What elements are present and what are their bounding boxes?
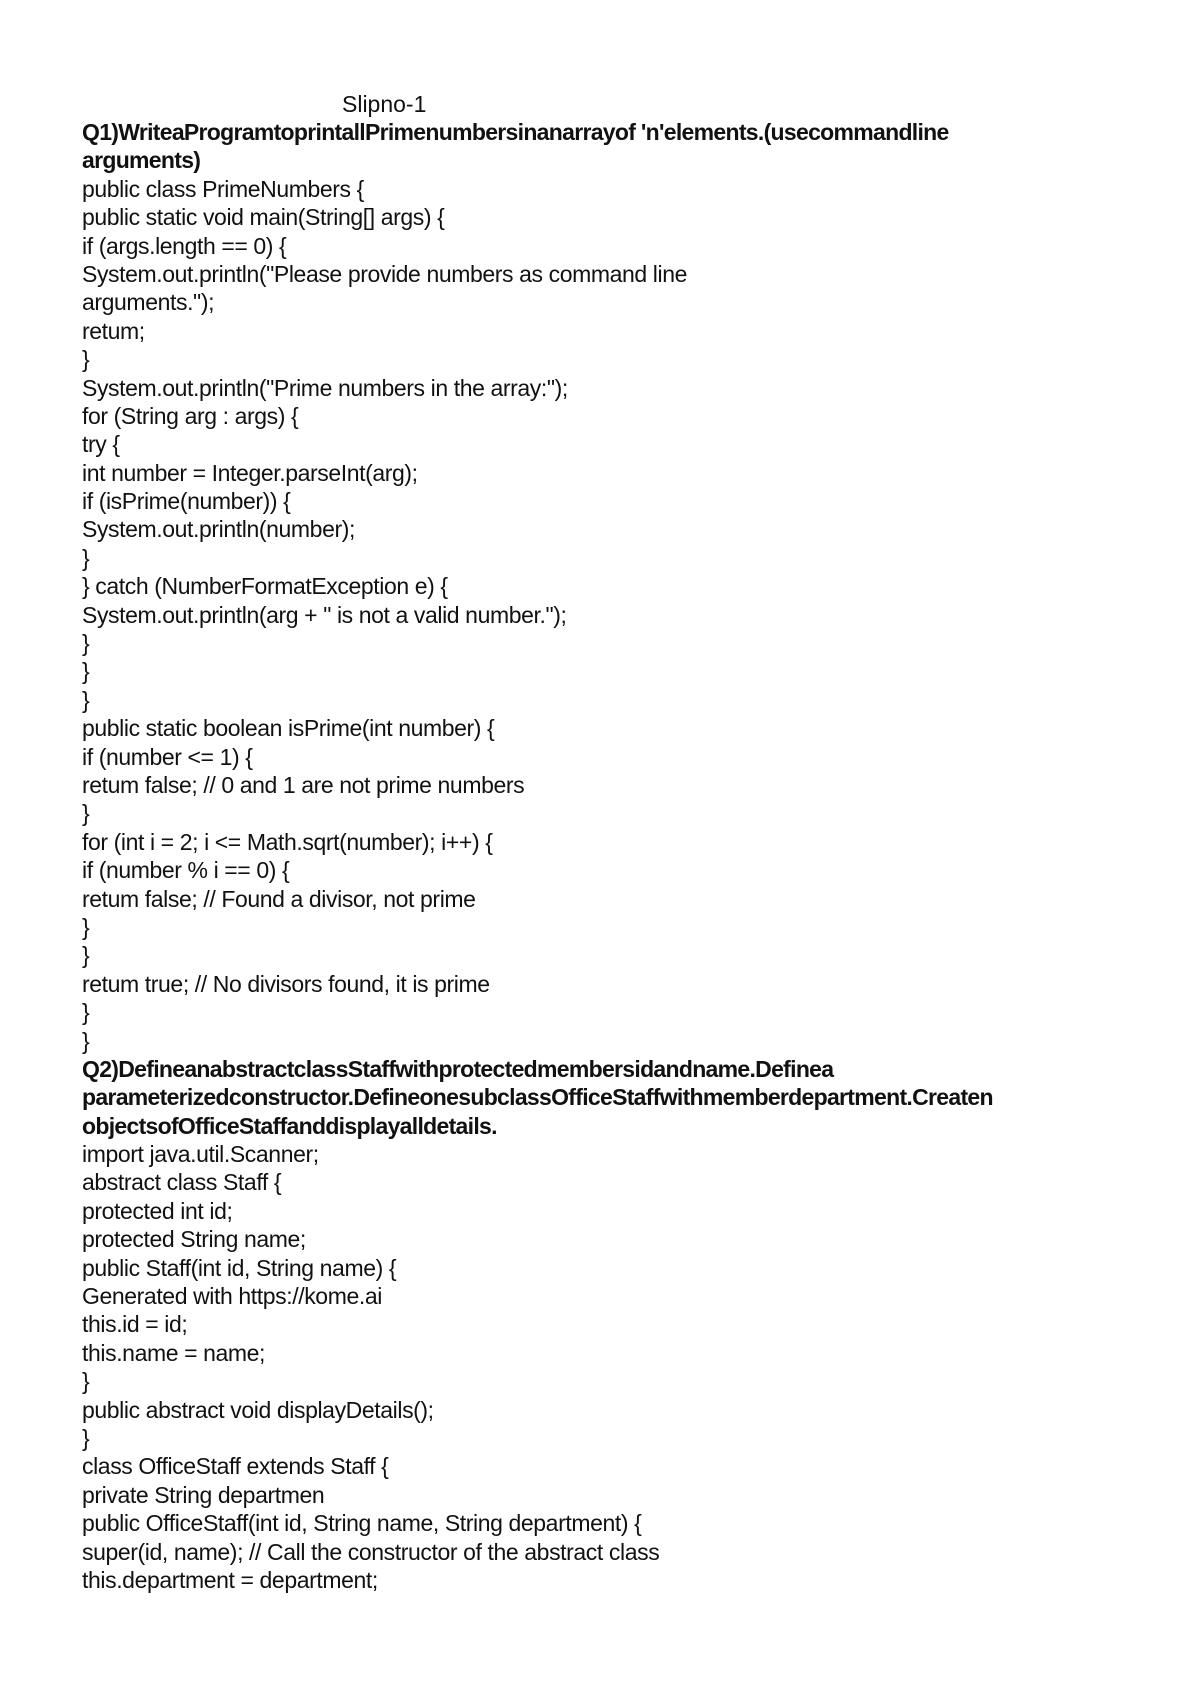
code-line: Generated with https://kome.ai <box>82 1283 382 1310</box>
code-line: } catch (NumberFormatException e) { <box>82 573 448 600</box>
code-line: public class PrimeNumbers { <box>82 175 364 202</box>
code-line: } <box>82 1027 90 1054</box>
code-line: if (number % i == 0) { <box>82 857 290 884</box>
code-line: if (isPrime(number)) { <box>82 488 291 515</box>
code-line: } <box>82 346 90 373</box>
code-line: protected int id; <box>82 1197 233 1224</box>
code-line: abstract class Staff { <box>82 1169 282 1196</box>
code-line: public Staff(int id, String name) { <box>82 1254 397 1281</box>
code-line: for (String arg : args) { <box>82 402 299 429</box>
code-line: } <box>82 800 90 827</box>
code-line: private String departmen <box>82 1481 325 1508</box>
document-body <box>82 118 1162 1594</box>
code-line: retum true; // No divisors found, it is prime <box>82 970 490 997</box>
code-line: } <box>82 1424 90 1451</box>
code-line: class OfficeStaff extends Staff { <box>82 1453 389 1480</box>
code-line: System.out.println("Prime numbers in the array:"); <box>82 374 568 401</box>
code-line: retum; <box>82 317 145 344</box>
code-line: int number = Integer.parseInt(arg); <box>82 459 418 486</box>
question-line: arguments) <box>82 147 201 174</box>
code-line: retum false; // 0 and 1 are not prime numbers <box>82 771 525 798</box>
code-line: public static boolean isPrime(int number) { <box>82 715 495 742</box>
code-line: arguments."); <box>82 289 215 316</box>
code-line: } <box>82 942 90 969</box>
question-line: objectsofOfficeStaffanddisplayalldetails. <box>82 1112 497 1139</box>
code-line: } <box>82 686 90 713</box>
code-line: } <box>82 544 90 571</box>
code-line: if (number <= 1) { <box>82 743 253 770</box>
code-line: protected String name; <box>82 1226 306 1253</box>
code-line: System.out.println("Please provide numbers as command line <box>82 260 687 287</box>
code-line: } <box>82 1368 90 1395</box>
code-line: System.out.println(arg + " is not a valid number."); <box>82 601 567 628</box>
code-line: } <box>82 913 90 940</box>
code-line: } <box>82 999 90 1026</box>
code-line: try { <box>82 431 120 458</box>
code-line: public abstract void displayDetails(); <box>82 1396 434 1423</box>
slip-title: Slipno-1 <box>342 91 427 117</box>
code-line: retum false; // Found a divisor, not prime <box>82 885 476 912</box>
code-line: System.out.println(number); <box>82 516 355 543</box>
code-line: this.name = name; <box>82 1339 266 1366</box>
code-line: } <box>82 630 90 657</box>
code-line: } <box>82 658 90 685</box>
code-line: this.id = id; <box>82 1311 188 1338</box>
code-line: for (int i = 2; i <= Math.sqrt(number); i++) { <box>82 828 493 855</box>
code-line: super(id, name); // Call the constructor of the abstract class <box>82 1538 660 1565</box>
code-line: public OfficeStaff(int id, String name, String department) { <box>82 1510 642 1537</box>
code-line: this.department = department; <box>82 1566 378 1593</box>
code-line: public static void main(String[] args) { <box>82 204 445 231</box>
question-line: parameterizedconstructor.DefineonesubclassOfficeStaffwithmemberdepartment.Createn <box>82 1084 993 1111</box>
question-line: Q2)DefineanabstractclassStaffwithprotectedmembersidandname.Definea <box>82 1055 834 1082</box>
question-line: Q1)WriteaProgramtoprintallPrimenumbersinanarrayof 'n'elements.(usecommandline <box>82 119 949 145</box>
code-line: if (args.length == 0) { <box>82 232 287 259</box>
code-line: import java.util.Scanner; <box>82 1141 319 1168</box>
